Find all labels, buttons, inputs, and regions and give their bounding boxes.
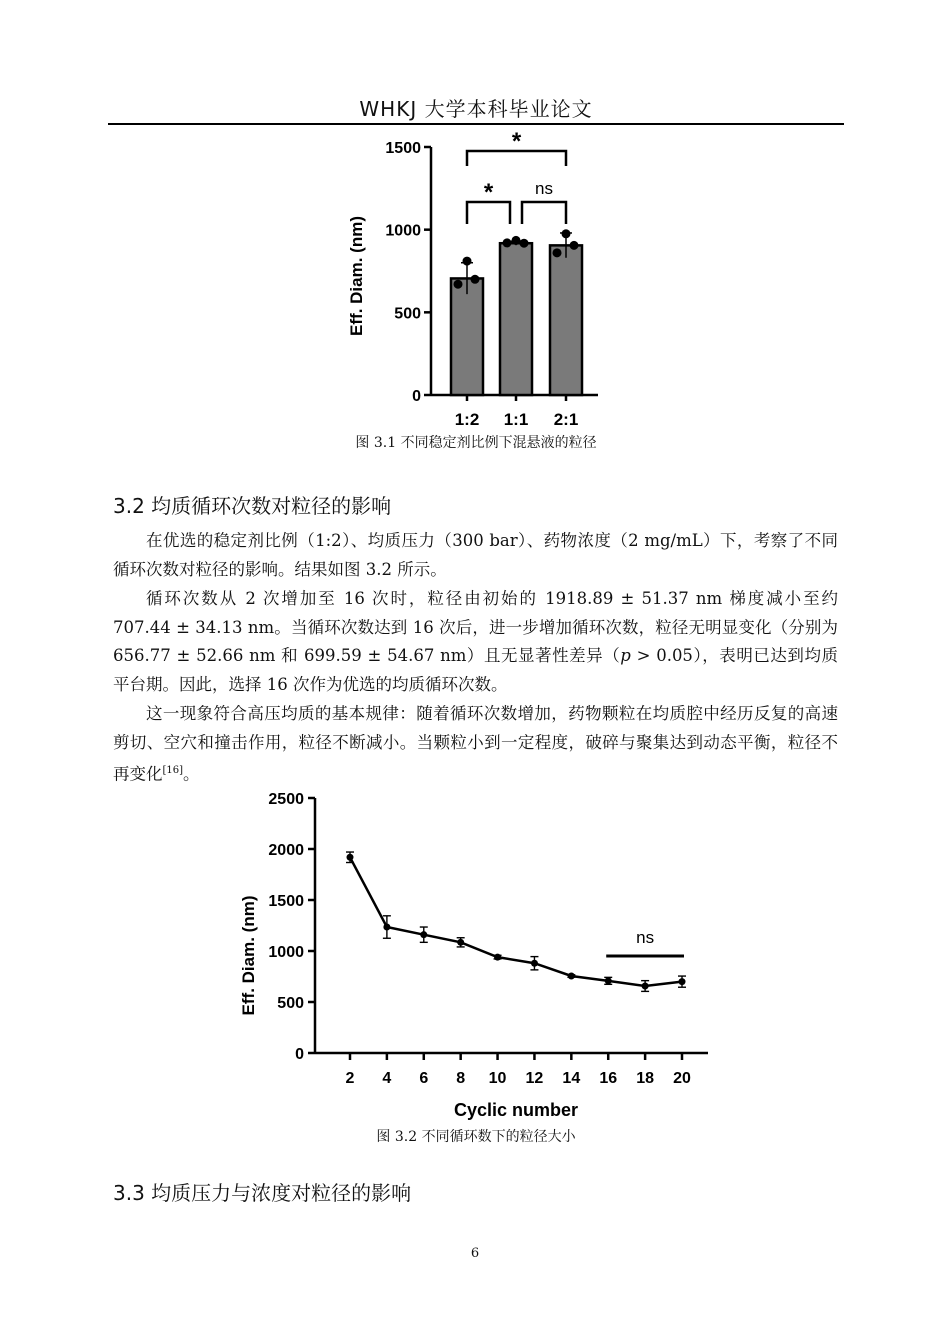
y-tick-label: 2500 xyxy=(268,791,304,808)
x-tick-label: 14 xyxy=(562,1070,581,1087)
data-point xyxy=(383,924,390,931)
significance-label: ns xyxy=(636,928,655,947)
page-number: 6 xyxy=(470,1246,480,1261)
x-tick-label: 6 xyxy=(419,1070,429,1087)
data-point xyxy=(553,248,562,257)
y-tick-label: 0 xyxy=(412,388,421,405)
x-axis-label: Cyclic number xyxy=(453,1100,579,1120)
y-tick-label: 1000 xyxy=(385,222,421,240)
significance-label: ns xyxy=(535,179,553,198)
data-point xyxy=(457,939,464,946)
y-tick-label: 500 xyxy=(394,305,421,323)
section-3-2-title: 3.2 均质循环次数对粒径的影响 xyxy=(113,494,392,518)
paragraph-3-text: 这一现象符合高压均质的基本规律：随着循环次数增加，药物颗粒在均质腔中经历反复的高速剪切、空穴和撞击作用，粒径不断减小。当颗粒小到一定程度，破碎与聚集达到动态平衡，粒径不再变化 xyxy=(113,704,838,784)
x-tick-label: 1:1 xyxy=(503,410,529,429)
paragraph-2-text-a: 循环次数从 2 次增加至 16 次时，粒径由初始的 1918.89 ± 51.37 nm 梯度减小至约 707.44 ± 34.13 nm。当循环次数达到 16 次后，进一步增加循环次数，粒径无明显变化（分别为 656.77 ± 52.66 nm 和 699.59 ± 54.67 nm）且无显著性差异（ xyxy=(113,589,838,665)
figure-2-line-chart xyxy=(230,782,720,1127)
p-value-symbol: p xyxy=(620,646,631,665)
data-point xyxy=(347,854,354,861)
figure-1-bar-chart xyxy=(330,118,630,438)
paragraph-3 xyxy=(113,700,838,789)
y-tick-label: 1500 xyxy=(385,140,421,157)
bar xyxy=(500,243,532,395)
data-point xyxy=(520,239,529,248)
data-point xyxy=(454,280,463,289)
data-point xyxy=(679,978,686,985)
data-point xyxy=(570,241,579,250)
y-tick-label: 0 xyxy=(295,1046,304,1063)
data-point xyxy=(568,972,575,979)
x-tick-label: 2:1 xyxy=(553,410,579,429)
figure-2-caption: 图 3.2 不同循环数下的粒径大小 xyxy=(376,1129,576,1145)
y-tick-label: 500 xyxy=(277,995,304,1012)
data-point xyxy=(503,238,512,247)
x-tick-label: 10 xyxy=(488,1070,507,1087)
paragraph-3-end: 。 xyxy=(183,764,200,784)
citation-ref: [16] xyxy=(162,765,184,776)
figure-1-caption: 图 3.1 不同稳定剂比例下混悬液的粒径 xyxy=(355,435,597,451)
bar xyxy=(451,278,483,395)
x-tick-label: 8 xyxy=(456,1070,466,1087)
series-line xyxy=(350,857,682,986)
data-point xyxy=(512,236,521,245)
section-3-3-title: 3.3 均质压力与浓度对粒径的影响 xyxy=(113,1181,412,1205)
y-tick-label: 1000 xyxy=(268,944,304,961)
data-point xyxy=(642,983,649,990)
x-tick-label: 16 xyxy=(599,1070,618,1087)
x-tick-label: 12 xyxy=(525,1070,544,1087)
paragraph-2-text-b: > 0.05），表明已达到均质平台期。因此，选择 16 次作为优选的均质循环次数。 xyxy=(113,646,838,694)
data-point xyxy=(494,954,501,961)
data-point xyxy=(471,275,480,284)
bar xyxy=(550,245,582,395)
significance-label: * xyxy=(511,128,522,155)
paragraph-1: 在优选的稳定剂比例（1:2）、均质压力（300 bar）、药物浓度（2 mg/mL）下，考察了不同循环次数对粒径的影响。结果如图 3.2 所示。 xyxy=(113,531,838,579)
x-tick-label: 4 xyxy=(382,1070,392,1087)
x-tick-label: 20 xyxy=(673,1070,691,1087)
x-tick-label: 2 xyxy=(345,1070,355,1087)
y-axis-label: Eff. Diam. (nm) xyxy=(347,216,366,336)
x-tick-label: 1:2 xyxy=(454,410,480,429)
data-point xyxy=(562,229,571,238)
data-point xyxy=(605,977,612,984)
data-point xyxy=(420,931,427,938)
data-point xyxy=(463,257,472,266)
significance-label: * xyxy=(483,179,494,206)
y-tick-label: 1500 xyxy=(268,893,304,910)
paragraph-2 xyxy=(113,585,838,699)
y-axis-label: Eff. Diam. (nm) xyxy=(239,895,258,1016)
x-tick-label: 18 xyxy=(636,1070,655,1087)
page-header: WHKJ 大学本科毕业论文 xyxy=(359,97,593,121)
significance-bracket xyxy=(522,202,566,224)
data-point xyxy=(531,960,538,967)
y-tick-label: 2000 xyxy=(268,842,304,859)
